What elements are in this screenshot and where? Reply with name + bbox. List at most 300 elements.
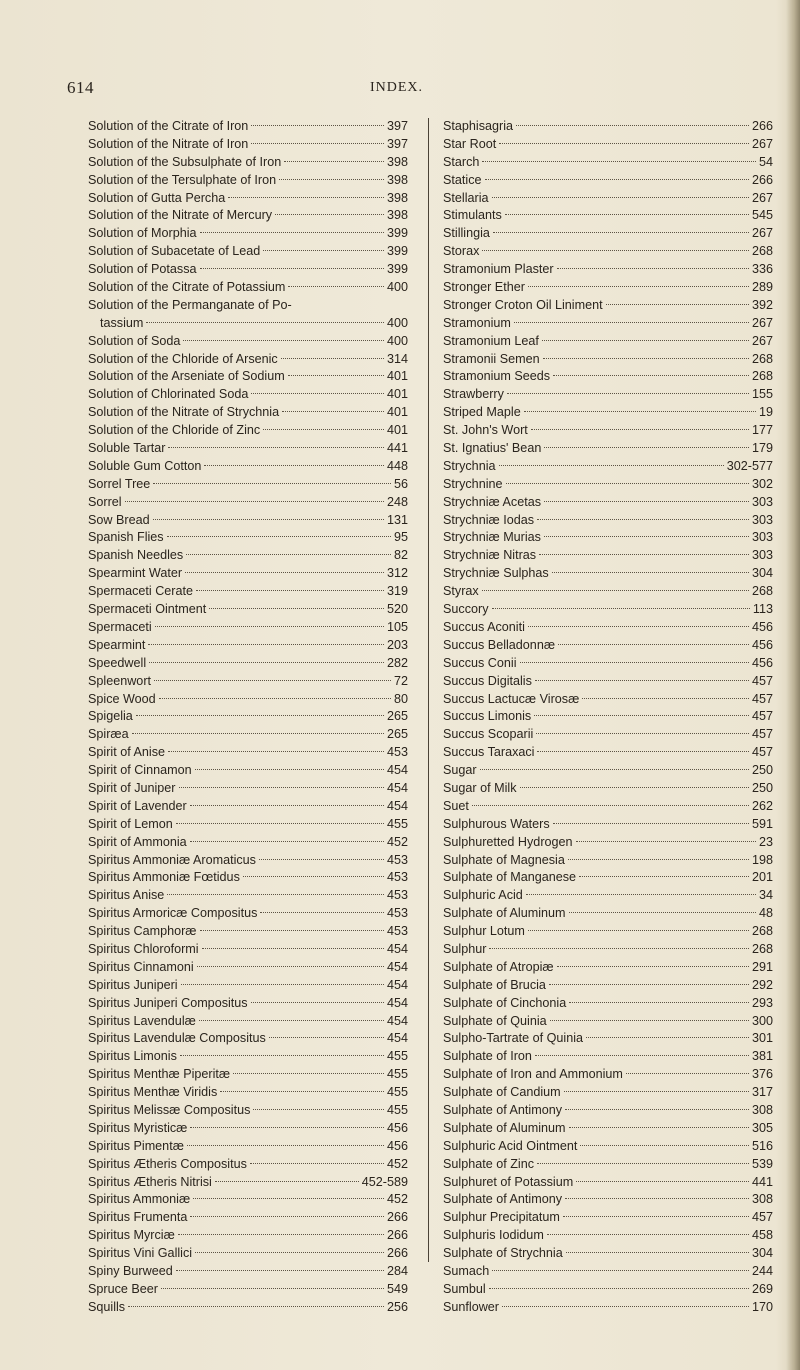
index-entry xyxy=(88,368,408,386)
page-reference: 336 xyxy=(751,262,773,277)
index-entry xyxy=(88,440,408,458)
dot-leader xyxy=(228,197,384,198)
index-entry xyxy=(443,1084,773,1102)
index-term: Sugar xyxy=(443,763,477,778)
page-reference: 203 xyxy=(386,637,408,652)
dot-leader xyxy=(536,733,749,734)
page-reference: 398 xyxy=(386,190,408,205)
index-term: Stellaria xyxy=(443,190,489,205)
page-reference: 398 xyxy=(386,208,408,223)
index-entry xyxy=(88,1245,408,1263)
page-reference: 456 xyxy=(751,637,773,652)
dot-leader xyxy=(516,125,749,126)
page-reference: 131 xyxy=(386,512,408,527)
index-entry xyxy=(88,315,408,333)
page-reference: 268 xyxy=(751,244,773,259)
index-entry xyxy=(88,297,408,315)
page-reference: 454 xyxy=(386,780,408,795)
dot-leader xyxy=(250,1163,384,1164)
index-entry xyxy=(443,297,773,315)
index-term: Stillingia xyxy=(443,226,490,241)
index-term: Spirit of Anise xyxy=(88,745,166,760)
page-reference: 452-589 xyxy=(361,1174,408,1189)
index-term: Spiritus Melissæ Compositus xyxy=(88,1102,251,1117)
index-entry xyxy=(88,1263,408,1281)
index-entry xyxy=(443,1048,773,1066)
page-reference: 539 xyxy=(751,1156,773,1171)
page-reference: 292 xyxy=(751,977,773,992)
index-entry xyxy=(443,1066,773,1084)
index-term: Sulphuret of Potassium xyxy=(443,1174,574,1189)
dot-leader xyxy=(202,948,384,949)
page-reference: 397 xyxy=(386,119,408,133)
index-term: Sulphate of Manganese xyxy=(443,870,577,885)
index-entry xyxy=(443,816,773,834)
dot-leader xyxy=(154,680,391,681)
index-term: Spiritus Limonis xyxy=(88,1049,177,1064)
dot-leader xyxy=(550,1020,749,1021)
dot-leader xyxy=(482,161,756,162)
page-reference: 452 xyxy=(386,1156,408,1171)
index-entry xyxy=(443,798,773,816)
index-term: Stronger Ether xyxy=(443,280,525,295)
index-term: Sulphate of Zinc xyxy=(443,1156,535,1171)
dot-leader xyxy=(502,1306,749,1307)
index-term: Succus Belladonnæ xyxy=(443,637,556,652)
index-entry xyxy=(443,601,773,619)
page-reference: 400 xyxy=(386,333,408,348)
page-reference: 113 xyxy=(752,602,773,617)
index-entry xyxy=(443,959,773,977)
page-reference: 448 xyxy=(386,458,408,473)
page-reference: 177 xyxy=(751,423,773,438)
dot-leader xyxy=(167,894,384,895)
dot-leader xyxy=(190,805,384,806)
dot-leader xyxy=(557,966,749,967)
index-term: Spiritus Ammoniæ Fœtidus xyxy=(88,870,240,885)
index-term: Stimulants xyxy=(443,208,502,223)
dot-leader xyxy=(146,322,384,323)
index-entry xyxy=(443,136,773,154)
index-entry xyxy=(88,1191,408,1209)
index-entry xyxy=(443,887,773,905)
index-term: Sulphate of Iron and Ammonium xyxy=(443,1067,623,1082)
dot-leader xyxy=(544,447,749,448)
page-reference: 452 xyxy=(386,834,408,849)
index-term: Spermaceti Cerate xyxy=(88,584,193,599)
index-term: Striped Maple xyxy=(443,405,521,420)
page-reference: 453 xyxy=(386,745,408,760)
dot-leader xyxy=(580,1145,749,1146)
dot-leader xyxy=(281,358,384,359)
page-reference: 155 xyxy=(751,387,773,402)
index-term: Spermaceti Ointment xyxy=(88,602,207,617)
index-term: Spanish Flies xyxy=(88,530,164,545)
page-reference: 265 xyxy=(386,709,408,724)
page-reference: 456 xyxy=(751,619,773,634)
page-reference: 300 xyxy=(751,1013,773,1028)
index-term: Succus Aconiti xyxy=(443,619,525,634)
index-term: Solution of the Citrate of Iron xyxy=(88,119,249,133)
index-entry xyxy=(443,118,773,136)
index-entry xyxy=(88,172,408,190)
page-reference: 266 xyxy=(386,1228,408,1243)
dot-leader xyxy=(149,662,384,663)
page-reference: 48 xyxy=(758,906,773,921)
dot-leader xyxy=(534,715,749,716)
index-term: Spirit of Juniper xyxy=(88,780,176,795)
index-term: Suet xyxy=(443,798,469,813)
page-reference: 248 xyxy=(386,494,408,509)
dot-leader xyxy=(586,1037,749,1038)
index-entry xyxy=(443,512,773,530)
page-reference: 441 xyxy=(386,441,408,456)
page-reference: 314 xyxy=(386,351,408,366)
index-term: Solution of Morphia xyxy=(88,226,197,241)
index-entry xyxy=(443,225,773,243)
dot-leader xyxy=(492,1270,749,1271)
index-term: Spice Wood xyxy=(88,691,156,706)
index-entry xyxy=(88,619,408,637)
index-entry xyxy=(443,529,773,547)
index-term: Sorrel xyxy=(88,494,122,509)
index-column-left xyxy=(88,118,408,1317)
dot-leader xyxy=(542,340,749,341)
index-term: Sulphur Precipitatum xyxy=(443,1210,560,1225)
index-term: Spiritus Menthæ Viridis xyxy=(88,1085,218,1100)
page-reference: 302-577 xyxy=(726,458,773,473)
index-entry xyxy=(88,386,408,404)
page-reference: 452 xyxy=(386,1192,408,1207)
dot-leader xyxy=(282,411,384,412)
index-term: Solution of the Chloride of Arsenic xyxy=(88,351,278,366)
page-reference: 457 xyxy=(751,727,773,742)
index-term: Soluble Gum Cotton xyxy=(88,458,202,473)
index-term: Spigelia xyxy=(88,709,133,724)
index-term: Sow Bread xyxy=(88,512,150,527)
dot-leader xyxy=(576,1181,749,1182)
index-entry xyxy=(88,1209,408,1227)
dot-leader xyxy=(482,590,749,591)
dot-leader xyxy=(506,483,749,484)
index-entry xyxy=(443,869,773,887)
dot-leader xyxy=(520,787,749,788)
page-reference: 454 xyxy=(386,941,408,956)
index-term: Succus Limonis xyxy=(443,709,532,724)
dot-leader xyxy=(485,179,749,180)
index-entry xyxy=(88,225,408,243)
page-reference: 455 xyxy=(386,1049,408,1064)
page-reference: 455 xyxy=(386,1102,408,1117)
page-reference: 250 xyxy=(751,763,773,778)
page-reference: 268 xyxy=(751,924,773,939)
index-term: Sulphate of Antimony xyxy=(443,1102,563,1117)
index-term: Solution of the Citrate of Potassium xyxy=(88,280,286,295)
page-reference: 268 xyxy=(751,351,773,366)
dot-leader xyxy=(507,393,749,394)
index-term: Spleenwort xyxy=(88,673,152,688)
index-term: Starch xyxy=(443,154,480,169)
page-reference: 303 xyxy=(751,494,773,509)
dot-leader xyxy=(185,572,384,573)
index-entry xyxy=(88,726,408,744)
index-term: Strychnia xyxy=(443,458,496,473)
dot-leader xyxy=(526,894,756,895)
index-term: Succus Taraxaci xyxy=(443,745,535,760)
index-entry xyxy=(443,673,773,691)
index-term: Staphisagria xyxy=(443,119,514,133)
index-term: Stramonii Semen xyxy=(443,351,540,366)
dot-leader xyxy=(493,232,749,233)
index-entry xyxy=(88,601,408,619)
index-term: Solution of the Chloride of Zinc xyxy=(88,423,261,438)
dot-leader xyxy=(564,1091,749,1092)
index-entry xyxy=(443,834,773,852)
dot-leader xyxy=(547,1234,749,1235)
dot-leader xyxy=(535,680,749,681)
index-entry xyxy=(443,243,773,261)
index-entry xyxy=(88,887,408,905)
index-term: Spiritus Menthæ Piperitæ xyxy=(88,1067,231,1082)
dot-leader xyxy=(492,608,750,609)
dot-leader xyxy=(183,340,384,341)
dot-leader xyxy=(482,250,749,251)
dot-leader xyxy=(566,1252,749,1253)
index-term: Sulphur xyxy=(443,941,487,956)
dot-leader xyxy=(569,1127,749,1128)
page-reference: 291 xyxy=(751,959,773,974)
dot-leader xyxy=(626,1073,749,1074)
page-reference: 457 xyxy=(751,1210,773,1225)
dot-leader xyxy=(153,519,384,520)
page-reference: 282 xyxy=(386,655,408,670)
index-term: Solution of the Nitrate of Strychnia xyxy=(88,405,280,420)
dot-leader xyxy=(251,125,384,126)
page-reference: 397 xyxy=(386,136,408,151)
dot-leader xyxy=(215,1181,359,1182)
page-reference: 317 xyxy=(751,1085,773,1100)
index-entry xyxy=(88,136,408,154)
page-reference: 201 xyxy=(751,870,773,885)
page-reference: 54 xyxy=(758,154,773,169)
dot-leader xyxy=(505,214,749,215)
dot-leader xyxy=(279,179,384,180)
dot-leader xyxy=(569,1002,749,1003)
index-entry xyxy=(88,118,408,136)
dot-leader xyxy=(209,608,384,609)
page-reference: 381 xyxy=(751,1049,773,1064)
page-reference: 302 xyxy=(751,476,773,491)
dot-leader xyxy=(190,1127,384,1128)
index-entry xyxy=(88,1084,408,1102)
index-term: Sumach xyxy=(443,1264,490,1278)
dot-leader xyxy=(544,501,749,502)
index-entry xyxy=(88,547,408,565)
dot-leader xyxy=(195,769,384,770)
index-entry xyxy=(443,923,773,941)
dot-leader xyxy=(553,823,749,824)
page-reference: 198 xyxy=(751,852,773,867)
page-reference: 303 xyxy=(751,512,773,527)
index-term: Spiny Burweed xyxy=(88,1264,173,1278)
dot-leader xyxy=(514,322,749,323)
index-entry xyxy=(88,476,408,494)
index-entry xyxy=(88,995,408,1013)
index-term: Spiritus Pimentæ xyxy=(88,1138,184,1153)
page-reference: 250 xyxy=(751,780,773,795)
index-term: Sugar of Milk xyxy=(443,780,517,795)
index-term: Spiritus Anise xyxy=(88,888,165,903)
index-entry xyxy=(88,1030,408,1048)
index-term: Solution of Chlorinated Soda xyxy=(88,387,249,402)
index-entry xyxy=(443,1013,773,1031)
index-term: Spiritus Lavendulæ xyxy=(88,1013,196,1028)
page-reference: 453 xyxy=(386,924,408,939)
index-entry xyxy=(88,1174,408,1192)
page-reference: 170 xyxy=(751,1299,773,1314)
index-entry xyxy=(443,762,773,780)
page-reference: 301 xyxy=(751,1031,773,1046)
page-reference: 268 xyxy=(751,584,773,599)
index-entry xyxy=(443,154,773,172)
index-term: Sumbul xyxy=(443,1281,486,1296)
index-term: Sulphate of Brucia xyxy=(443,977,546,992)
index-term: Sulphuric Acid xyxy=(443,888,523,903)
index-entry xyxy=(443,368,773,386)
index-entry xyxy=(443,1299,773,1317)
index-entry xyxy=(443,1191,773,1209)
index-entry xyxy=(443,279,773,297)
index-term: Spiritus Lavendulæ Compositus xyxy=(88,1031,266,1046)
index-entry xyxy=(443,494,773,512)
dot-leader xyxy=(528,930,749,931)
page-reference: 256 xyxy=(386,1299,408,1314)
index-entry xyxy=(443,547,773,565)
page-reference: 266 xyxy=(751,172,773,187)
page-reference: 398 xyxy=(386,154,408,169)
index-term: Stramonium Leaf xyxy=(443,333,539,348)
page-reference: 308 xyxy=(751,1192,773,1207)
index-term: Statice xyxy=(443,172,482,187)
index-entry xyxy=(443,708,773,726)
page-reference: 399 xyxy=(386,262,408,277)
dot-leader xyxy=(269,1037,384,1038)
dot-leader xyxy=(537,519,749,520)
dot-leader xyxy=(524,411,756,412)
index-entry xyxy=(443,1227,773,1245)
index-term: Solution of the Nitrate of Mercury xyxy=(88,208,273,223)
page-reference: 454 xyxy=(386,995,408,1010)
index-term: Strychniæ Iodas xyxy=(443,512,534,527)
index-entry xyxy=(88,154,408,172)
index-term: Sulphuretted Hydrogen xyxy=(443,834,573,849)
index-term: Spirit of Lavender xyxy=(88,798,187,813)
index-term: Stramonium xyxy=(443,315,511,330)
index-entry xyxy=(88,243,408,261)
page-reference: 284 xyxy=(386,1264,408,1278)
index-entry xyxy=(88,977,408,995)
index-term: Strychniæ Murias xyxy=(443,530,541,545)
page-reference: 269 xyxy=(751,1281,773,1296)
index-term: Spiritus Armoricæ Compositus xyxy=(88,906,258,921)
index-entry xyxy=(88,780,408,798)
page-reference: 305 xyxy=(751,1120,773,1135)
index-entry xyxy=(88,1013,408,1031)
page-reference: 455 xyxy=(386,816,408,831)
page-reference: 398 xyxy=(386,172,408,187)
index-term: Stramonium Plaster xyxy=(443,262,554,277)
index-term: Squills xyxy=(88,1299,126,1314)
index-entry xyxy=(443,351,773,369)
index-entry xyxy=(88,565,408,583)
dot-leader xyxy=(552,572,749,573)
index-term: Spiritus Chloroformi xyxy=(88,941,199,956)
dot-leader xyxy=(260,912,384,913)
index-entry xyxy=(443,995,773,1013)
index-term: Spiritus Myristicæ xyxy=(88,1120,188,1135)
dot-leader xyxy=(288,375,384,376)
index-term: Spiritus Frumenta xyxy=(88,1210,188,1225)
index-entry xyxy=(88,834,408,852)
index-entry xyxy=(88,1102,408,1120)
dot-leader xyxy=(176,823,384,824)
index-entry xyxy=(88,1299,408,1317)
dot-leader xyxy=(263,429,384,430)
index-term: Succus Digitalis xyxy=(443,673,532,688)
page-reference: 289 xyxy=(751,280,773,295)
index-entry xyxy=(443,619,773,637)
index-term: Spiritus Ætheris Compositus xyxy=(88,1156,247,1171)
page-reference: 457 xyxy=(751,709,773,724)
dot-leader xyxy=(284,161,384,162)
index-entry xyxy=(88,529,408,547)
index-entry xyxy=(443,744,773,762)
index-entry xyxy=(88,762,408,780)
index-entry xyxy=(443,1156,773,1174)
index-entry xyxy=(443,476,773,494)
index-entry xyxy=(443,780,773,798)
index-entry xyxy=(88,458,408,476)
dot-leader xyxy=(167,536,391,537)
page-reference: 265 xyxy=(386,727,408,742)
dot-leader xyxy=(155,626,384,627)
page-reference: 520 xyxy=(386,602,408,617)
page-reference: 319 xyxy=(386,584,408,599)
index-term: Solution of Potassa xyxy=(88,262,197,277)
index-term: tassium xyxy=(100,315,144,330)
page-reference: 401 xyxy=(386,423,408,438)
running-head: INDEX. xyxy=(370,80,424,95)
index-entry xyxy=(443,637,773,655)
index-term: Sulphuric Acid Ointment xyxy=(443,1138,578,1153)
index-term: Strawberry xyxy=(443,387,504,402)
dot-leader xyxy=(263,250,384,251)
dot-leader xyxy=(553,375,749,376)
dot-leader xyxy=(565,1109,749,1110)
column-divider xyxy=(428,118,429,1262)
index-entry xyxy=(443,1174,773,1192)
page-reference: 399 xyxy=(386,226,408,241)
index-entry xyxy=(88,351,408,369)
index-term: Stramonium Seeds xyxy=(443,369,551,384)
index-term: Spirit of Ammonia xyxy=(88,834,187,849)
dot-leader xyxy=(528,626,749,627)
index-entry xyxy=(88,959,408,977)
index-entry xyxy=(443,315,773,333)
index-term: Sulphate of Iron xyxy=(443,1049,532,1064)
index-entry xyxy=(443,1281,773,1299)
index-term: Spiritus Cinnamoni xyxy=(88,959,194,974)
